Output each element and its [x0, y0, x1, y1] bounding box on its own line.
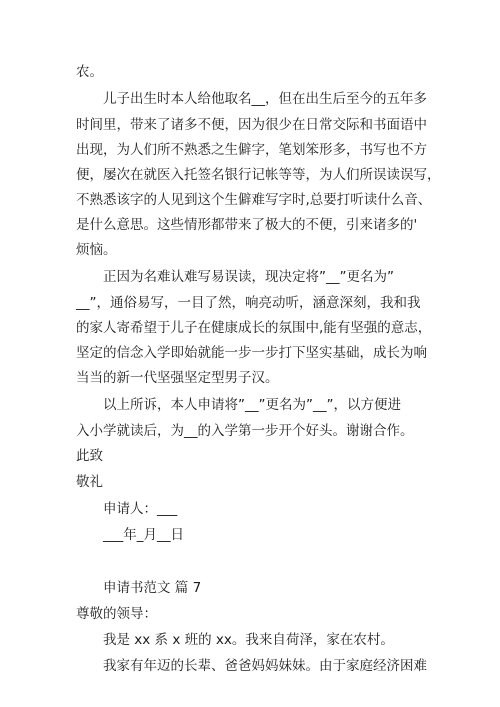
paragraph-start: 以上所诉，本人申请将”__”更名为”__”，以方便进 — [103, 397, 401, 413]
text-line: __”，通俗易写，一目了然，响亮动听，涵意深刻，我和我 — [76, 295, 421, 311]
applicant-line: 申请人：___ — [103, 501, 178, 517]
text-line: 是什么意思。这些情形都带来了极大的不便，引来诸多的' — [76, 217, 418, 233]
paragraph-start: 我是 xx 系 x 班的 xx。我来自荷泽，家在农村。 — [103, 632, 394, 648]
salutation-line: 此致 — [76, 448, 103, 464]
text-line: 出现，为人们所不熟悉之生僻字，笔划笨形多，书写也不方 — [76, 142, 427, 158]
paragraph-start: 我家有年迈的长辈、爸爸妈妈妹妹。由于家庭经济困难 — [103, 658, 427, 674]
paragraph-start: 正因为名难认难写易误读，现决定将”__”更名为” — [103, 269, 394, 285]
date-line: ___年_月__日 — [103, 527, 184, 543]
text-line: 坚定的信念入学即始就能一步一步打下坚实基础，成长为响 — [76, 345, 427, 361]
greeting-line: 尊敬的领导： — [76, 606, 157, 622]
text-line: 农。 — [76, 64, 103, 80]
section-heading: 申请书范文 篇 7 — [103, 580, 202, 596]
text-line: 时间里，带来了诸多不便，因为很少在日常交际和书面语中 — [76, 117, 427, 133]
text-line: 烦恼。 — [76, 242, 117, 258]
text-line: 当当的新一代坚强坚定型男子汉。 — [76, 370, 279, 386]
closing-line: 敬礼 — [76, 474, 103, 490]
text-line: 入小学就读后，为__的入学第一步开个好头。谢谢合作。 — [76, 423, 414, 439]
paragraph-start: 儿子出生时本人给他取名__，但在出生后至今的五年多 — [103, 91, 427, 107]
text-line: 便，屡次在就医入托签名银行记帐等等，为人们所误读误写， — [76, 167, 441, 183]
text-line: 的家人寄希望于儿子在健康成长的氛围中,能有坚强的意志， — [76, 320, 432, 336]
text-line: 不熟悉该字的人见到这个生僻难写字时,总要打听读什么音、 — [76, 192, 432, 208]
